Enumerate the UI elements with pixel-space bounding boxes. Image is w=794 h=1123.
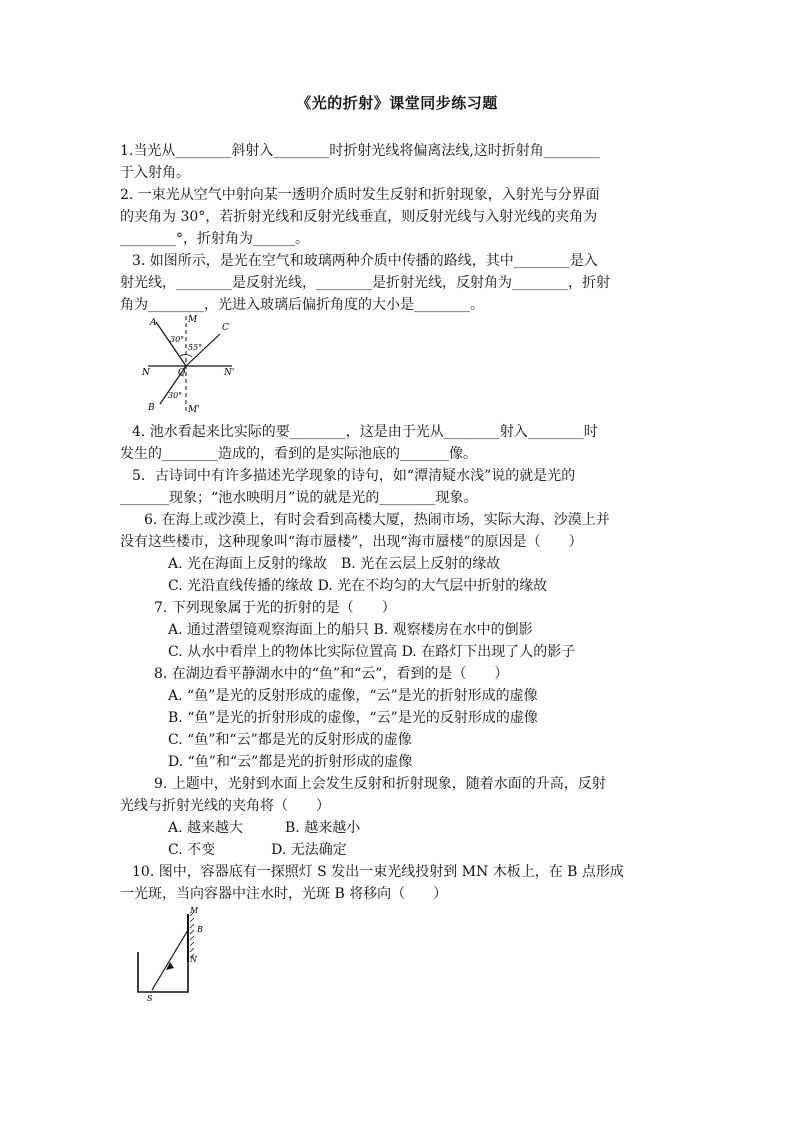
q6-line2: 没有这些楼市，这种现象叫“海市蜃楼”，出现“海市蜃楼”的原因是（ ） <box>120 534 583 550</box>
q7-line1: 7. 下列现象属于光的折射的是（ ） <box>154 600 396 616</box>
q6-option-cd: C. 光沿直线传播的缘故 D. 光在不均匀的大气层中折射的缘故 <box>168 578 548 594</box>
q8-line1: 8. 在湖边看平静湖水中的“鱼”和“云”，看到的是（ ） <box>154 666 509 682</box>
q3-line1: 3. 如图所示，是光在空气和玻璃两种介质中传播的路线，其中________是入 <box>132 253 598 269</box>
q2-line2: 的夹角为 30°，若折射光线和反射光线垂直，则反射光线与入射光线的夹角为 <box>120 209 598 225</box>
label-angle-55: 55° <box>188 343 203 352</box>
label-m: M <box>190 906 199 915</box>
q10-line1: 10. 图中，容器底有一探照灯 S 发出一束光线投射到 MN 木板上，在 B 点形成 <box>132 864 624 880</box>
q4-line1: 4. 池水看起来比实际的要________，这是由于光从________射入________时 <box>132 424 598 440</box>
q3-line3: 角为________，光进入玻璃后偏折角度的大小是________。 <box>120 297 484 313</box>
page-title: 《光的折射》课堂同步练习题 <box>296 94 498 112</box>
label-n-prime: N' <box>224 368 235 378</box>
refraction-diagram <box>140 312 240 414</box>
q1-line2: 于入射角。 <box>120 165 190 181</box>
q6-option-ab: A. 光在海面上反射的缘故 B. 光在云层上反射的缘故 <box>168 556 501 572</box>
label-s: S <box>147 994 153 1003</box>
q4-line2: 发生的________造成的，看到的是实际池底的_______像。 <box>120 446 477 462</box>
q5-line2: _______现象；“池水映明月”说的就是光的________现象。 <box>120 490 478 506</box>
q8-option-a: A. “鱼”是光的反射形成的虚像，“云”是光的折射形成的虚像 <box>168 688 538 704</box>
label-c: C <box>222 323 229 333</box>
q2-line1: 2. 一束光从空气中射向某一透明介质时发生反射和折射现象，入射光与分界面 <box>120 187 600 203</box>
label-b: B <box>148 403 155 413</box>
q5-line1: 5．古诗词中有许多描述光学现象的诗句，如“潭清疑水浅”说的就是光的 <box>132 468 576 484</box>
q8-option-b: B. “鱼”是光的折射形成的虚像，“云”是光的反射形成的虚像 <box>168 710 538 726</box>
q9-option-cd: C. 不变 D. 无法确定 <box>168 842 347 858</box>
label-b: B <box>197 925 203 934</box>
label-angle-30-top: 30° <box>170 335 185 344</box>
label-n: N <box>142 368 150 378</box>
label-o: O <box>178 368 186 378</box>
q1-line1: 1.当光从________斜射入________时折射光线将偏离法线,这时折射角________ <box>120 143 600 159</box>
q9-line2: 光线与折射光线的夹角将（ ） <box>120 798 330 814</box>
label-n: N <box>190 955 197 964</box>
label-m-prime: M' <box>188 405 200 415</box>
label-m: M <box>188 315 198 325</box>
label-angle-30-bottom: 30° <box>168 391 183 400</box>
q6-line1: 6. 在海上或沙漠上，有时会看到高楼大厦，热闹市场，实际大海、沙漠上并 <box>144 512 610 528</box>
q8-option-c: C. “鱼”和“云”都是光的反射形成的虚像 <box>168 732 412 748</box>
q2-line3: ________°，折射角为______。 <box>120 231 309 247</box>
q8-option-d: D. “鱼”和“云”都是光的折射形成的虚像 <box>168 754 413 770</box>
q7-option-cd: C. 从水中看岸上的物体比实际位置高 D. 在路灯下出现了人的影子 <box>168 644 576 660</box>
q9-line1: 9. 上题中，光射到水面上会发生反射和折射现象，随着水面的升高，反射 <box>154 776 606 792</box>
container-diagram <box>130 904 210 1002</box>
q9-option-ab: A. 越来越大 B. 越来越小 <box>168 820 361 836</box>
q3-line2: 射光线，________是反射光线，________是折射光线，反射角为________，折射 <box>120 275 610 291</box>
label-a: A <box>150 318 157 328</box>
q10-line2: 一光斑，当向容器中注水时，光斑 B 将移向（ ） <box>120 886 448 902</box>
q7-option-ab: A. 通过潜望镜观察海面上的船只 B. 观察楼房在水中的倒影 <box>168 622 533 638</box>
